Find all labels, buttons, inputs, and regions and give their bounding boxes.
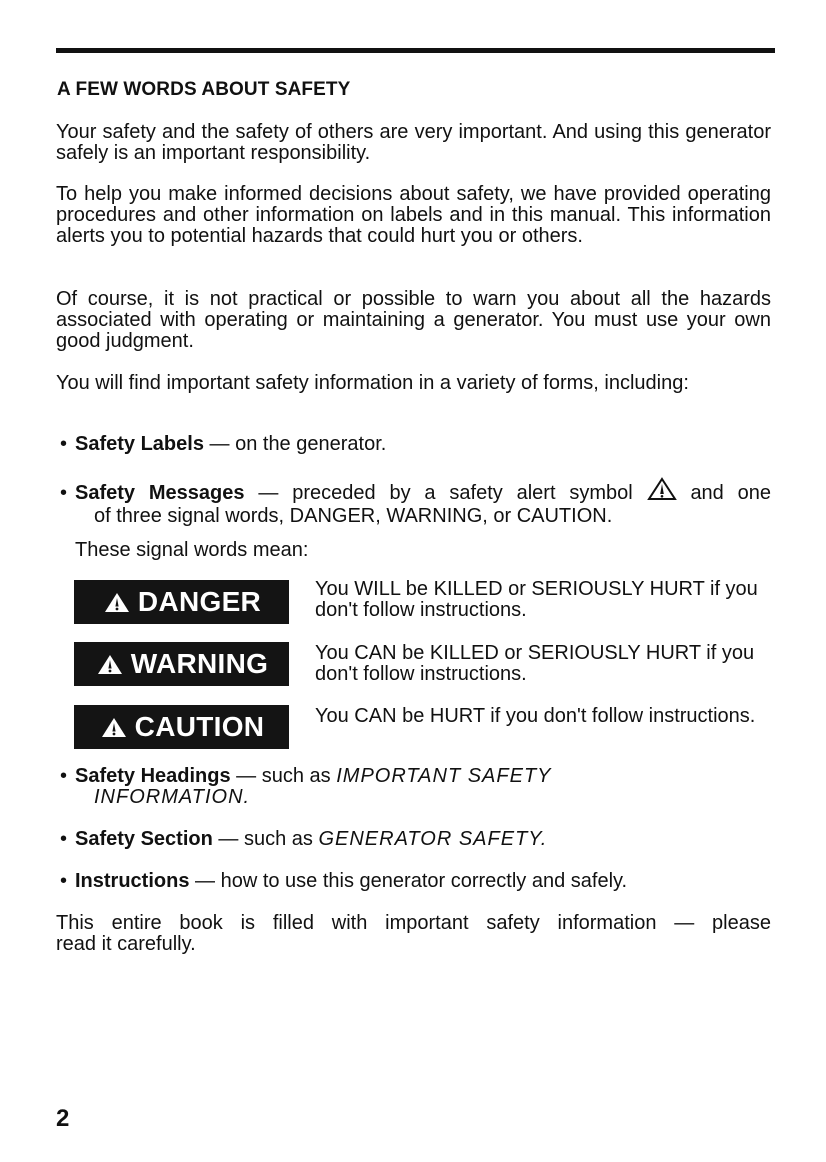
bullet-example: IMPORTANT SAFETY [336,765,552,787]
warning-label [74,642,289,686]
caution-label-text: CAUTION [134,711,265,742]
caution-meaning: You CAN be HURT if you don't follow instructions. [315,705,756,727]
warning-label-text: WARNING [130,648,269,679]
bullet-term: Safety Messages [75,482,245,504]
bullet-term: Safety Headings [75,765,231,787]
bullet-dot: • [60,482,68,504]
bullet-dash: — [258,482,279,504]
caution-label [74,705,289,749]
bullet-text: how to use this generator correctly and safely. [220,870,628,892]
bullet-text: preceded by a safety alert symbol [292,482,633,504]
alert-triangle-icon [99,715,129,739]
danger-label [74,580,289,624]
danger-meaning: You WILL be KILLED or SERIOUSLY HURT if you don't follow instructions. [315,578,758,621]
closing-line-1: This entire book is filled with important safety information — please [56,912,771,934]
bullet-dash: — [236,765,257,787]
safety-alert-triangle-icon [647,477,677,506]
bullet-term: Safety Labels [75,433,204,455]
section-title: A FEW WORDS ABOUT SAFETY [57,79,351,100]
bullet-dot: • [60,828,68,850]
page-number: 2 [56,1105,70,1132]
bullet-dash: — [195,870,216,892]
bullet-dash: — [218,828,239,850]
bullet-safety-headings [60,766,771,808]
bullet-term: Safety Section [75,828,213,850]
closing-paragraph [56,913,771,955]
bullet-example: GENERATOR SAFETY. [318,828,548,850]
bullet-term: Instructions [75,870,190,892]
alert-triangle-icon [102,590,132,614]
bullet-text: such as [243,828,313,850]
bullet-dash: — [209,433,230,455]
forms-paragraph: You will find important safety information in a variety of forms, including: [56,372,689,394]
closing-line-2: read it carefully. [56,933,196,955]
bullet-instructions [60,871,771,892]
bullet-dot: • [60,433,68,455]
danger-label-text: DANGER [137,586,262,617]
bullet-continuation: of three signal words, DANGER, WARNING, or CAUTION. [94,505,613,527]
judgment-paragraph: Of course, it is not practical or possible to warn you about all the hazards associated with operating or maintaining a generator. You must use your own good judgment. [56,288,771,352]
alert-triangle-icon [95,652,125,676]
bullet-dot: • [60,870,68,892]
bullet-example-continuation: INFORMATION. [94,786,251,808]
bullet-text: on the generator. [235,433,387,455]
top-rule [56,48,775,53]
signal-words-intro: These signal words mean: [75,539,309,561]
bullet-text: such as [261,765,331,787]
bullet-safety-section [60,829,771,850]
bullet-text-after-symbol: and one [690,482,772,504]
warning-meaning: You CAN be KILLED or SERIOUSLY HURT if you don't follow instructions. [315,642,755,685]
informed-decisions-paragraph: To help you make informed decisions about safety, we have provided operating procedures and other information on labels and in this manual. This information alerts you to potential hazards that could hurt you or others. [56,183,771,247]
bullet-safety-labels [60,434,771,455]
bullet-safety-messages [60,477,771,527]
intro-paragraph: Your safety and the safety of others are very important. And using this generator safely is an important responsibility. [56,121,771,164]
bullet-dot: • [60,765,68,787]
